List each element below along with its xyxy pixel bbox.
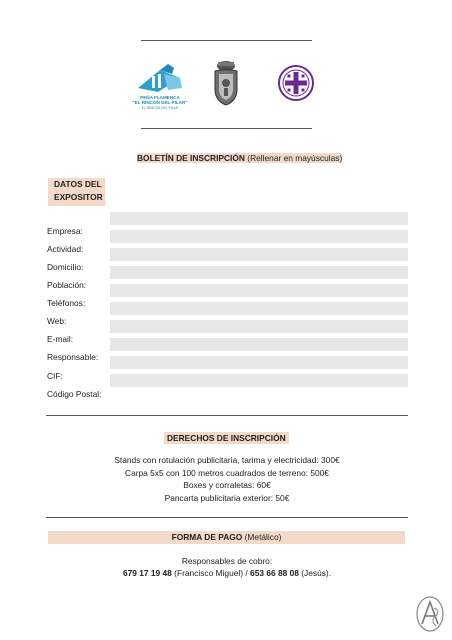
field-box-4[interactable] <box>110 266 408 279</box>
label-telefonos: Teléfonos: <box>47 298 86 308</box>
label-web: Web: <box>47 316 67 326</box>
cross-seal-logo <box>278 65 314 101</box>
form-title-note: (Rellenar en mayúsculas) <box>247 153 343 163</box>
pena-flamenca-icon <box>128 60 192 94</box>
stamp-logo-icon <box>414 594 446 634</box>
watermark-stamp <box>414 594 446 634</box>
field-box-6[interactable] <box>110 302 408 315</box>
pena-logo-line2: "EL RINCÓN DEL PILAR" <box>132 100 188 106</box>
section-datos-line1: DATOS DEL <box>54 179 102 189</box>
section-rule-2 <box>46 517 408 518</box>
coat-of-arms-icon <box>211 59 241 107</box>
field-box-8[interactable] <box>110 338 408 351</box>
logo-rule <box>141 128 312 129</box>
derechos-line-3: Boxes y corraletas: 60€ <box>183 480 271 490</box>
derechos-line-2: Carpa 5x5 con 100 metros cuadrados de terreno: 500€ <box>125 468 329 478</box>
label-codigo-postal: Código Postal: <box>47 389 102 399</box>
phone-2: 653 66 88 08 <box>250 568 299 578</box>
phone-1: 679 17 19 48 <box>122 568 172 578</box>
responsables-contacts <box>46 568 408 578</box>
field-box-3[interactable] <box>110 248 408 261</box>
forma-pago-note: (Metálico) <box>244 532 282 542</box>
field-box-2[interactable] <box>110 230 408 243</box>
coat-of-arms-logo <box>211 59 241 107</box>
form-title <box>135 152 344 165</box>
field-box-10[interactable] <box>110 374 408 387</box>
label-domicilio: Domicilio: <box>47 262 84 272</box>
cross-seal-icon <box>278 65 314 101</box>
label-actividad: Actividad: <box>47 244 84 254</box>
forma-pago-bar <box>48 531 405 544</box>
label-email: E-mail: <box>47 334 74 344</box>
pena-flamenca-logo <box>128 60 192 116</box>
label-empresa: Empresa: <box>47 226 83 236</box>
section-rule-1 <box>46 415 408 416</box>
field-box-5[interactable] <box>110 284 408 297</box>
label-poblacion: Población: <box>47 280 87 290</box>
derechos-line-4: Pancarta publicitaria exterior: 50€ <box>164 493 290 503</box>
pena-logo-line1: PEÑA FLAMENCA <box>140 95 180 100</box>
label-cif: CIF: <box>47 371 63 381</box>
top-rule <box>141 40 312 41</box>
section-datos-line2: EXPOSITOR <box>54 192 103 202</box>
field-box-1[interactable] <box>110 212 408 225</box>
field-box-9[interactable] <box>110 356 408 369</box>
contact-name-1: (Francisco Miguel) / <box>174 568 248 578</box>
pena-logo-line3: EL RINCÓN DEL PILAR <box>141 105 179 110</box>
responsables-label: Responsables de cobro: <box>181 556 273 566</box>
form-title-bold: BOLETÍN DE INSCRIPCIÓN <box>137 153 245 163</box>
section-datos-expositor <box>48 178 105 206</box>
label-responsable: Responsable: <box>47 352 99 362</box>
contact-name-2: (Jesús). <box>301 568 332 578</box>
derechos-line-1: Stands con rotulación publicitaria, tarima y electricidad: 300€ <box>114 455 340 465</box>
field-box-7[interactable] <box>110 320 408 333</box>
forma-pago-title: FORMA DE PAGO <box>171 532 243 542</box>
derechos-title: DERECHOS DE INSCRIPCIÓN <box>164 432 289 444</box>
